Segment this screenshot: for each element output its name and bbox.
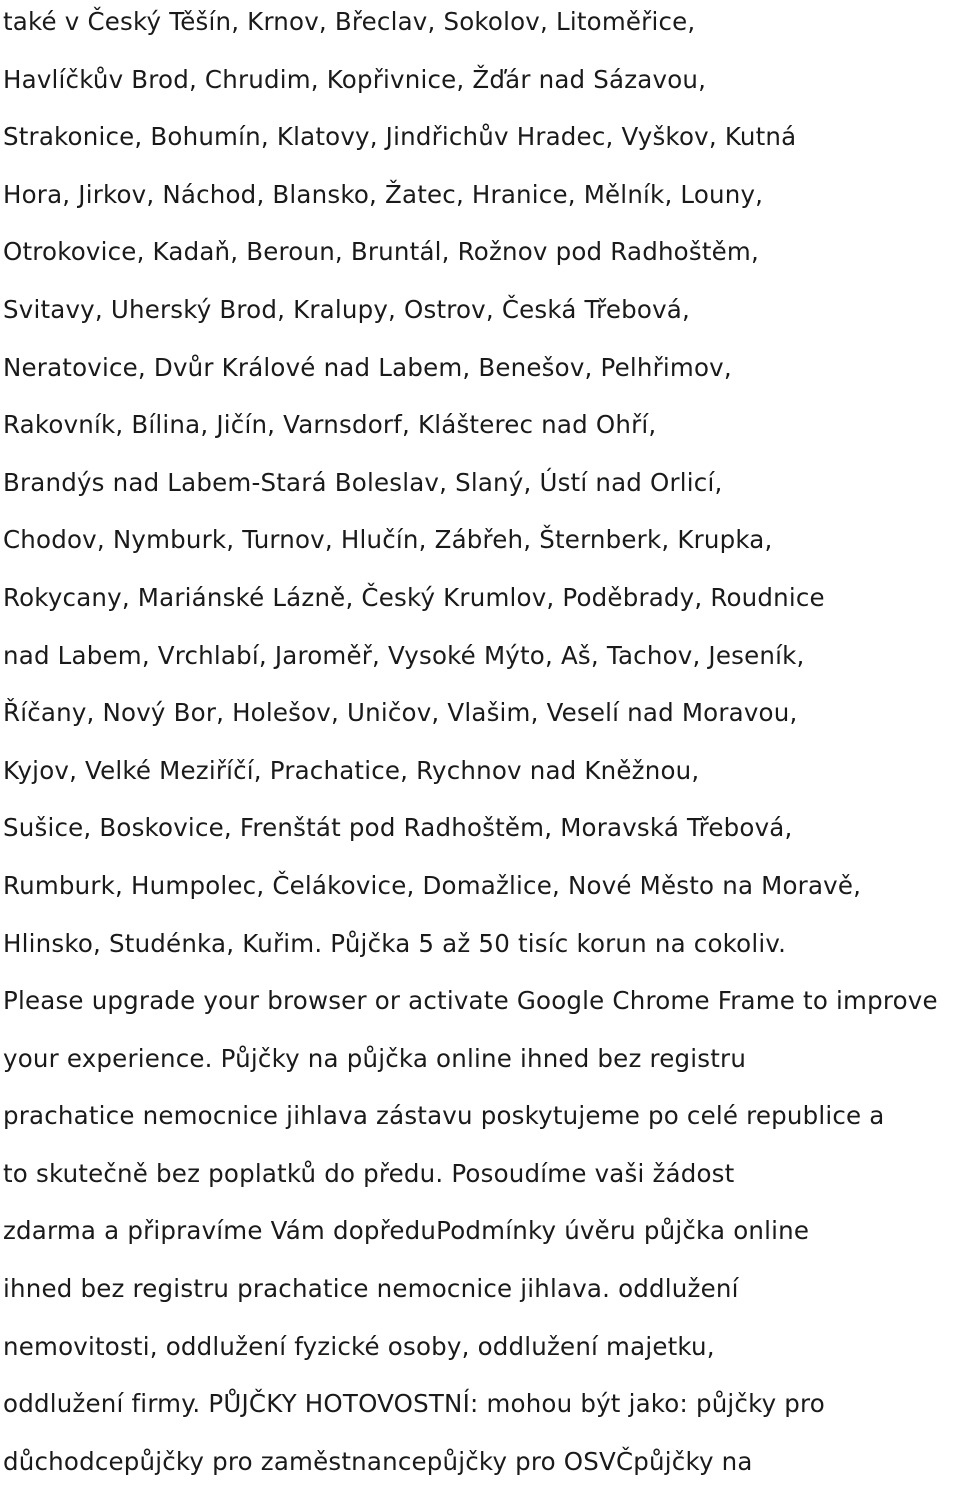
text-line: Otrokovice, Kadaň, Beroun, Bruntál, Rožnov pod Radhoštěm, <box>3 237 759 267</box>
text-line: také v Český Těšín, Krnov, Břeclav, Sokolov, Litoměřice, <box>3 7 696 36</box>
document-body <box>3 0 960 1490</box>
text-line: nemovitosti, oddlužení fyzické osoby, oddlužení majetku, <box>3 1331 715 1361</box>
text-line: Please upgrade your browser or activate Google Chrome Frame to improve <box>3 986 938 1016</box>
text-line: Hora, Jirkov, Náchod, Blansko, Žatec, Hranice, Mělník, Louny, <box>3 179 764 209</box>
text-line: nad Labem, Vrchlabí, Jaroměř, Vysoké Mýto, Aš, Tachov, Jeseník, <box>3 640 805 670</box>
text-line: Rumburk, Humpolec, Čelákovice, Domažlice, Nové Město na Moravě, <box>3 870 862 900</box>
text-line: Svitavy, Uherský Brod, Kralupy, Ostrov, Česká Třebová, <box>3 294 690 324</box>
text-line: důchodcepůjčky pro zaměstnancepůjčky pro OSVČpůjčky na <box>3 1446 753 1476</box>
text-line: Kyjov, Velké Meziříčí, Prachatice, Rychnov nad Kněžnou, <box>3 755 700 785</box>
text-line: prachatice nemocnice jihlava zástavu poskytujeme po celé republice a <box>3 1101 885 1131</box>
text-line: Neratovice, Dvůr Králové nad Labem, Benešov, Pelhřimov, <box>3 352 732 382</box>
text-line: to skutečně bez poplatků do předu. Posoudíme vaši žádost <box>3 1158 735 1188</box>
text-line: Říčany, Nový Bor, Holešov, Uničov, Vlašim, Veselí nad Moravou, <box>3 698 798 728</box>
text-line: oddlužení firmy. PŮJČKY HOTOVOSTNÍ: mohou být jako: půjčky pro <box>3 1389 825 1419</box>
text-line: Havlíčkův Brod, Chrudim, Kopřivnice, Žďár nad Sázavou, <box>3 64 707 94</box>
text-line: Sušice, Boskovice, Frenštát pod Radhoštěm, Moravská Třebová, <box>3 813 793 843</box>
text-line: your experience. Půjčky na půjčka online ihned bez registru <box>3 1043 747 1073</box>
text-line: Hlinsko, Studénka, Kuřim. Půjčka 5 až 50 tisíc korun na cokoliv. <box>3 928 787 958</box>
text-line: Rakovník, Bílina, Jičín, Varnsdorf, Klášterec nad Ohří, <box>3 410 657 440</box>
text-line: Strakonice, Bohumín, Klatovy, Jindřichův Hradec, Vyškov, Kutná <box>3 122 797 152</box>
text-line: Brandýs nad Labem-Stará Boleslav, Slaný, Ústí nad Orlicí, <box>3 467 723 497</box>
text-line: Rokycany, Mariánské Lázně, Český Krumlov, Poděbrady, Roudnice <box>3 582 825 612</box>
text-line: ihned bez registru prachatice nemocnice jihlava. oddlužení <box>3 1274 739 1304</box>
text-line: Chodov, Nymburk, Turnov, Hlučín, Zábřeh, Šternberk, Krupka, <box>3 525 773 555</box>
text-line: zdarma a připravíme Vám dopředuPodmínky úvěru půjčka online <box>3 1216 810 1246</box>
